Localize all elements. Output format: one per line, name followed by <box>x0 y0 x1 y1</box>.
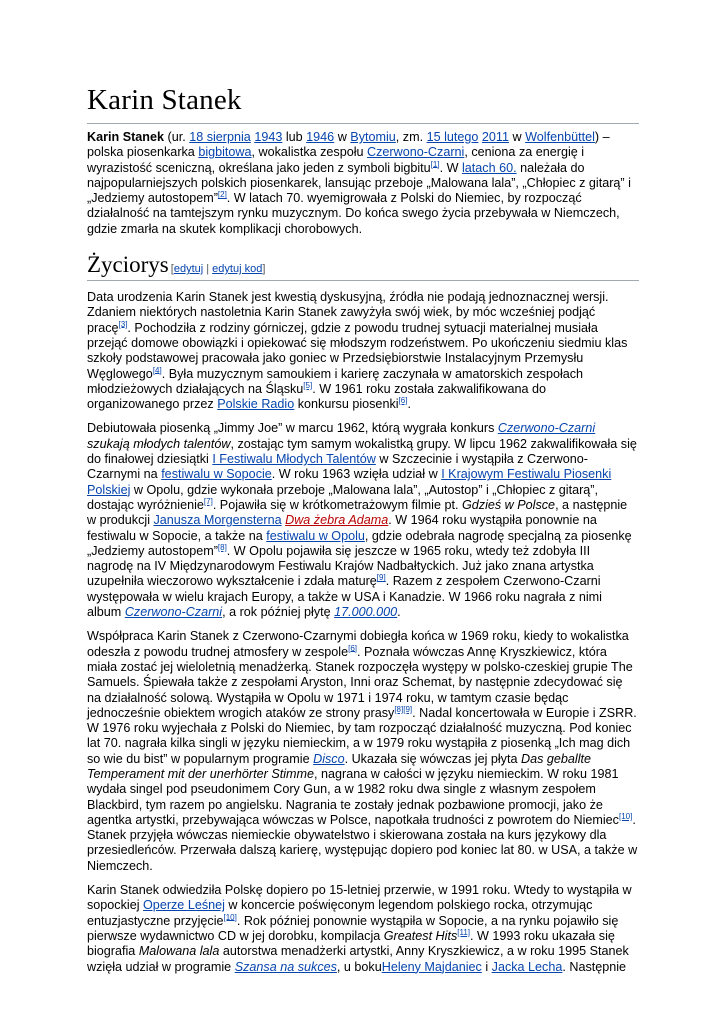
reference-8[interactable]: [8] <box>394 704 404 714</box>
reference-1[interactable]: [1] <box>430 159 440 169</box>
biography-paragraph-1: Data urodzenia Karin Stanek jest kwestią dyskusyjną, źródła nie podają jednoznacznej wersji. Zdaniem niektórych nastoletnia Karin Stanek zawyżyła swój wiek, by móc wcześniej podjąć pracę[3]. Pochodziła z rodziny górniczej, gdzie z powodu trudnej sytuacji materialnej musiała przejąć domowe obowiązki i opiekować się młodszym rodzeństwem. Po ukończeniu siedmiu klas szkoły podstawowej pracowała jako goniec w Przedsiębiorstwie Instalacyjnym Przemysłu Węglowego[4]. Była muzycznym samoukiem i karierę zaczynała w amatorskich zespołach młodzieżowych działających na Śląsku[5]. W 1961 roku została zakwalifikowana do organizowanego przez Polskie Radio konkursu piosenki[6]. <box>87 290 628 412</box>
link-host-majdaniec[interactable]: Heleny Majdaniec <box>381 959 482 974</box>
link-album-17000000[interactable]: 17.000.000 <box>334 605 398 620</box>
reference-10[interactable]: [10] <box>618 811 633 821</box>
biography-paragraph-2: Debiutowała piosenką „Jimmy Joe” w marcu 1962, którą wygrała konkurs Czerwono-Czarni szukają młodych talentów, zostając tym samym wokalistką grupy. W lipcu 1962 zakwalifikowała się do finałowej dziesiątki I Festiwalu Młodych Talentów w Szczecinie i wystąpiła z Czerwono-Czarnymi na festiwalu w Sopocie. W roku 1963 wzięła udział w I Krajowym Festiwalu Piosenki Polskiej w Opolu, gdzie wykonała przeboje „Malowana lala”, „Autostop” i „Chłopiec z gitarą”, dostając wyróżnienie[7]. Pojawiła się w krótkometrażowym filmie pt. Gdzieś w Polsce, a następnie w produkcji Janusza Morgensterna Dwa żebra Adama. W 1964 roku wystąpiła ponownie na festiwalu w Sopocie, a także na festiwalu w Opolu, gdzie odebrała nagrodę specjalną za piosenkę „Jedziemy autostopem”[8]. W Opolu pojawiła się jeszcze w 1965 roku, wtedy też zdobyła III nagrodę na IV Międzynarodowym Festiwalu Krajów Nadbałtyckich. Już jako znana artystka uzupełniła wieczorowo wykształcenie i zdała maturę[9]. Razem z zespołem Czerwono-Czarni występowała w wielu krajach Europy, a także w USA i Kanadzie. W 1966 roku nagrała z nimi album Czerwono-Czarni, a rok później płytę 17.000.000. <box>87 421 637 620</box>
link-birth-year[interactable]: 1943 <box>254 130 283 144</box>
link-birth-day[interactable]: 18 sierpnia <box>189 130 251 144</box>
lead-paragraph: Karin Stanek (ur. 18 sierpnia 1943 lub 1946 w Bytomiu, zm. 15 lutego 2011 w Wolfenbüttel) – polska piosenkarka bigbitowa, wokalistka zespołu Czerwono-Czarni, ceniona za energię i wyrazistość sceniczną, określana jako jeden z symboli bigbitu[1]. W latach 60. należała do najpopularniejszych polskich piosenkarek, lansując przeboje „Malowana lala”, „Chłopiec z gitarą” i „Jedziemy autostopem”[2]. W latach 70. wyemigrowała z Polski do Niemiec, by rozpocząć działalność na tamtejszym rynku muzycznym. Do końca swego życia przebywała w Niemczech, gdzie zmarła na skutek komplikacji chorobowych. <box>87 130 631 236</box>
link-death-year[interactable]: 2011 <box>481 130 510 144</box>
album-title: Das geballte Temperament mit der unerhörter Stimme <box>87 751 591 781</box>
link-disco[interactable]: Disco <box>313 751 345 766</box>
link-birth-year-alt[interactable]: 1946 <box>306 130 335 144</box>
article <box>87 80 639 975</box>
reference-11[interactable]: [11] <box>457 927 470 937</box>
link-album-czerwono-czarni[interactable]: Czerwono-Czarni <box>124 605 223 620</box>
reference-4[interactable]: [4] <box>152 365 162 375</box>
reference-6[interactable]: [6] <box>348 643 358 653</box>
link-opole-festival[interactable]: festiwalu w Opolu <box>266 528 365 543</box>
link-director[interactable]: Janusza Morgensterna <box>153 513 282 528</box>
link-genre[interactable]: bigbitowa <box>198 145 252 160</box>
reference-9[interactable]: [9] <box>403 704 413 714</box>
link-film-missing[interactable]: Dwa żebra Adama <box>285 513 389 528</box>
link-opole-festival-national[interactable]: I Krajowym Festiwalu Piosenki Polskiej <box>87 467 612 497</box>
link-show[interactable]: Szansa na sukces <box>234 959 337 974</box>
link-birth-place[interactable]: Bytomiu <box>350 130 396 144</box>
reference-6[interactable]: [6] <box>398 395 408 405</box>
section-heading: Życiorys <box>87 252 169 278</box>
reference-8[interactable]: [8] <box>217 542 227 552</box>
link-opera-lesna[interactable]: Operze Leśnej <box>143 898 225 913</box>
reference-2[interactable]: [2] <box>217 190 227 199</box>
book-title: Malowana lala <box>138 944 220 959</box>
reference-5[interactable]: [5] <box>303 380 313 390</box>
link-festival-young-talents[interactable]: I Festiwalu Młodych Talentów <box>212 452 376 467</box>
album-title: Greatest Hits <box>383 928 458 943</box>
biography-paragraph-3: Współpraca Karin Stanek z Czerwono-Czarnymi dobiegła końca w 1969 roku, kiedy to wokalistka odeszła z powodu trudnej atmosfery w zespole[6]. Poznała wówczas Annę Kryszkiewicz, która miała zostać jej wieloletnią menadżerką. Stanek rozpoczęła występy w polsko-czeskiej grupie The Samuels. Śpiewała także z zespołami Aryston, Inni oraz Schemat, by następnie zdecydować się na działalność solową. Wystąpiła w Opolu w 1971 i 1974 roku, w tamtym czasie będąc jednocześnie obiektem wrogich ataków ze strony prasy[8][9]. Nadal koncertowała w Europie i ZSRR. W 1976 roku wyjechała z Polski do Niemiec, by tam rozpocząć działalność muzyczną. Pod koniec lat 70. nagrała kilka singli w języku niemieckim, a w 1979 roku wystąpiła z piosenką „Ich mag dich so wie du bist” w popularnym programie Disco. Ukazała się wówczas jej płyta Das geballte Temperament mit der unerhörter Stimme, nagrana w całości w języku niemieckim. W roku 1981 wydała singel pod pseudonimem Cory Gun, a w 1982 roku dwa single z własnym zespołem Blackbird, tym razem po angielsku. Nagrania te zostały jednak pozbawione promocji, jako że agentka artystki, przebywająca wówczas w Polsce, napotkała trudności z powrotem do Niemiec[10]. Stanek przyjęła wówczas niemieckie obywatelstwo i skierowana została na kurs językowy dla przesiedleńców. Przerwała dalszą karierę, występując dopiero pod koniec lat 80. w USA, a także w Niemczech. <box>87 629 638 873</box>
reference-10[interactable]: [10] <box>223 912 237 922</box>
edit-link[interactable]: edytuj <box>173 263 204 276</box>
reference-7[interactable]: [7] <box>203 496 213 506</box>
section-header-biography <box>87 251 639 281</box>
reference-3[interactable]: [3] <box>118 319 128 329</box>
film-title: Gdzieś w Polsce <box>461 497 556 512</box>
reference-9[interactable]: [9] <box>376 573 386 583</box>
link-contest[interactable]: Czerwono-Czarni <box>497 421 596 436</box>
edit-section-links: [edytuj | edytuj kod] <box>170 263 266 276</box>
link-sopot-festival[interactable]: festiwalu w Sopocie <box>161 467 272 482</box>
link-polskie-radio[interactable]: Polskie Radio <box>217 397 295 412</box>
subject-name: Karin Stanek <box>87 130 164 144</box>
link-decade[interactable]: latach 60. <box>462 160 517 175</box>
link-death-day[interactable]: 15 lutego <box>426 130 479 144</box>
link-host-lech[interactable]: Jacka Lecha <box>491 959 563 974</box>
link-death-place[interactable]: Wolfenbüttel <box>525 130 595 144</box>
biography-paragraph-4: Karin Stanek odwiedziła Polskę dopiero po 15-letniej przerwie, w 1991 roku. Wtedy to wystąpiła w sopockiej Operze Leśnej w koncercie poświęconym legendom polskiego rocka, otrzymując entuzjastyczne przyjęcie[10]. Rok później ponownie wystąpiła w Sopocie, a na rynku pojawiło się pierwsze wydawnictwo CD w jej dorobku, kompilacja Greatest Hits[11]. W 1993 roku ukazała się biografia Malowana lala autorstwa menadżerki artystki, Anny Kryszkiewicz, a w roku 1995 Stanek wzięła udział w programie Szansa na sukces, u bokuHeleny Majdaniec i Jacka Lecha. Następnie <box>87 883 632 974</box>
link-band[interactable]: Czerwono-Czarni <box>367 145 465 160</box>
page-title: Karin Stanek <box>87 80 639 124</box>
edit-source-link[interactable]: edytuj kod <box>212 263 263 276</box>
